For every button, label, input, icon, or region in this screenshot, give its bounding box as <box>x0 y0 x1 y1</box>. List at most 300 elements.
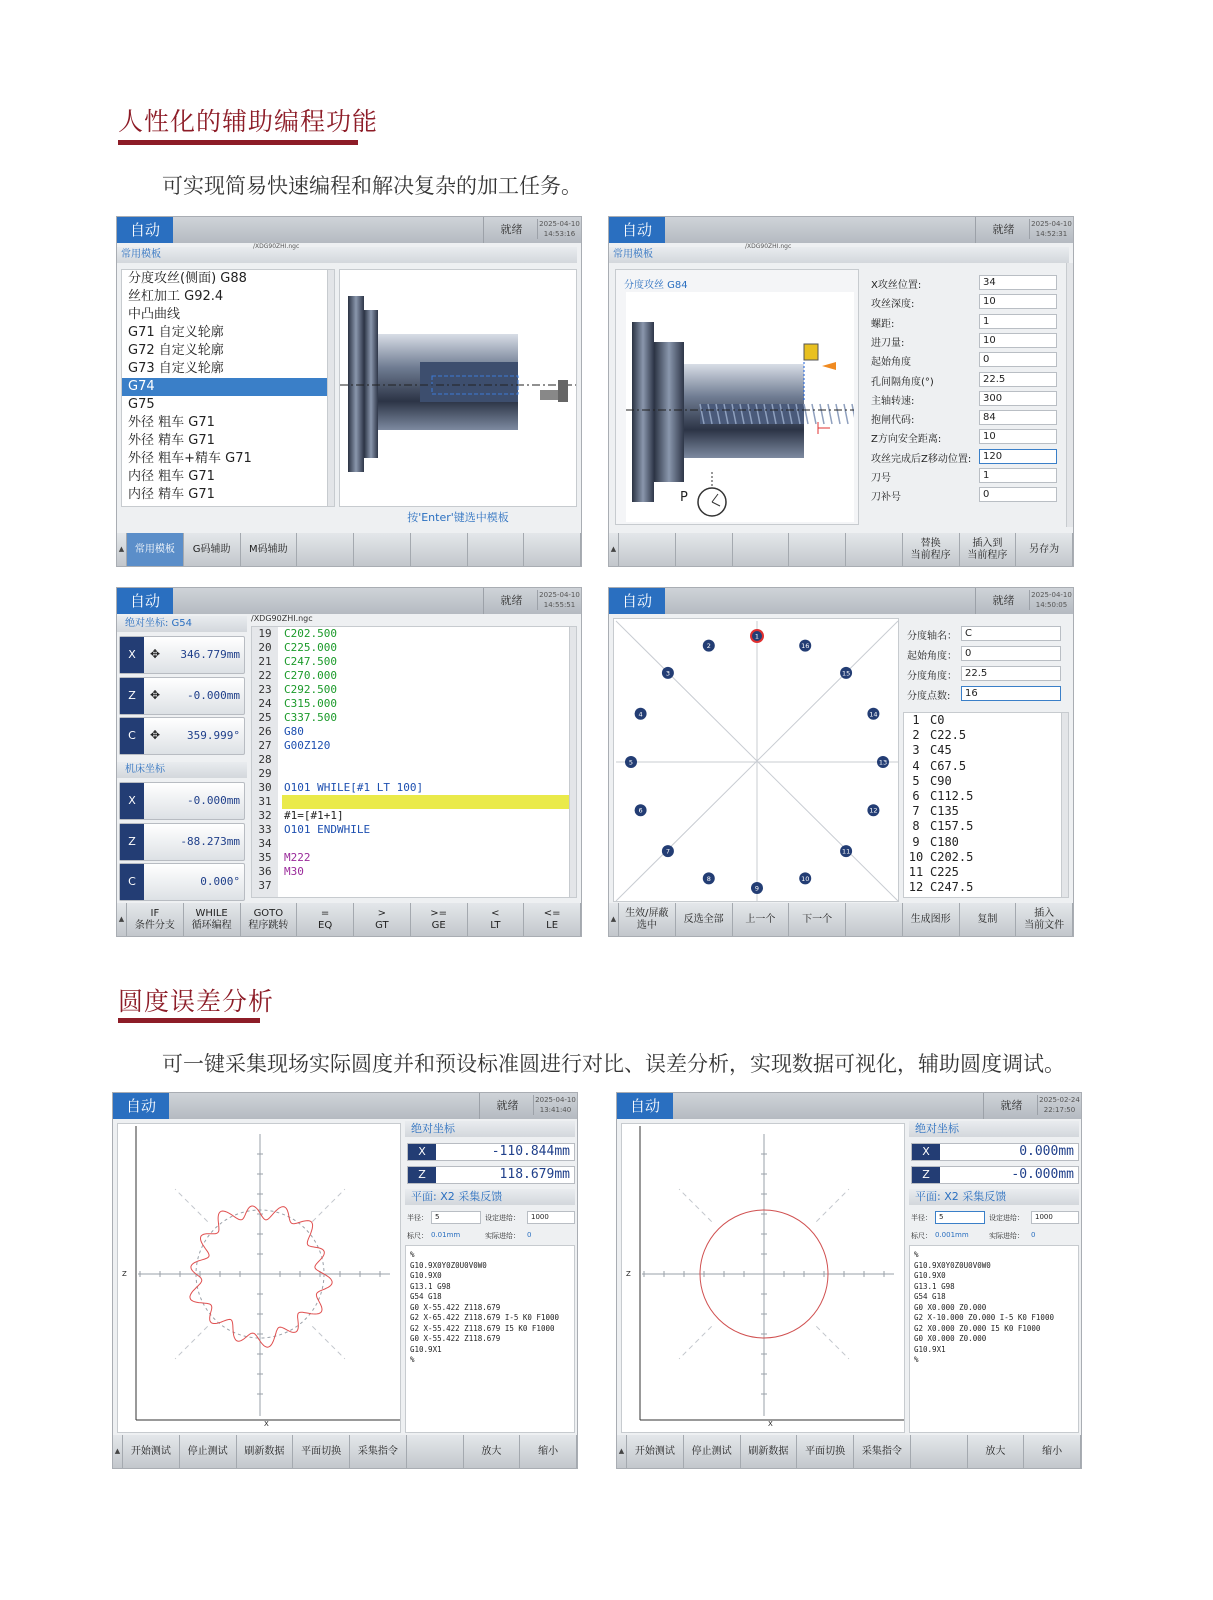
function-key-1[interactable]: 常用模板 <box>127 533 184 566</box>
indexing-row[interactable] <box>904 743 1060 758</box>
row-index: 8 <box>912 819 920 834</box>
indexing-point-4[interactable] <box>635 708 647 720</box>
code-line[interactable]: C315.000 <box>284 697 337 710</box>
code-line[interactable]: M30 <box>284 865 304 878</box>
actual-feed-value: 0 <box>527 1231 532 1239</box>
indexing-point-7[interactable] <box>662 845 674 857</box>
function-key-3[interactable]: 刷新数据 <box>741 1435 798 1468</box>
mode-indicator: 自动 <box>609 217 665 243</box>
program-line: G2 X-10.000 Z0.000 I-5 K0 F1000 <box>914 1313 1054 1322</box>
code-line[interactable]: C292.500 <box>284 683 337 696</box>
parameter-input[interactable]: 1 <box>979 468 1057 483</box>
target-icon: ✥ <box>150 647 161 661</box>
axis-readout-x <box>407 1143 575 1161</box>
parameter-input[interactable]: 120 <box>979 449 1057 464</box>
code-line[interactable]: G00Z120 <box>284 739 331 752</box>
row-index: 11 <box>908 864 924 879</box>
code-line[interactable]: O101 WHILE[#1 LT 100] <box>284 781 424 794</box>
function-key-1[interactable]: 开始测试 <box>627 1435 684 1468</box>
indexing-points-graphic <box>614 619 900 903</box>
program-lines <box>410 1250 559 1366</box>
function-key-6[interactable] <box>411 533 468 566</box>
mode-indicator: 自动 <box>117 217 173 243</box>
prev-page-icon[interactable]: ▲ <box>117 533 127 566</box>
scale-label: 标尺： <box>911 1232 932 1240</box>
axis-value: 118.679mm <box>499 1167 570 1182</box>
indexing-point-11[interactable] <box>840 845 852 857</box>
template-item[interactable]: G72 自定义轮廓 <box>128 343 224 358</box>
datetime-label <box>1029 590 1073 610</box>
indexing-point-12[interactable] <box>867 804 879 816</box>
prev-page-icon[interactable]: ▲ <box>609 903 619 936</box>
line-number: 32 <box>258 809 272 822</box>
function-key-sublabel: 选中 <box>636 919 657 931</box>
template-item[interactable]: 中凸曲线 <box>128 307 181 322</box>
program-lines <box>914 1250 1054 1366</box>
set-feed-label: 设定进给： <box>485 1214 520 1222</box>
code-line[interactable]: C247.500 <box>284 655 337 668</box>
indexing-items <box>904 713 1060 895</box>
title-bar <box>609 217 1073 243</box>
roundness-plot[interactable] <box>621 1123 905 1433</box>
function-key-7[interactable] <box>468 903 525 936</box>
function-key-sublabel: 程序跳转 <box>248 919 289 931</box>
function-key-7[interactable]: 放大 <box>464 1435 521 1468</box>
parameter-input[interactable]: 0 <box>979 487 1057 502</box>
parameter-input[interactable]: 10 <box>979 429 1057 444</box>
scale-value: 0.01mm <box>431 1231 461 1239</box>
indexing-point-3[interactable] <box>662 667 674 679</box>
function-key-7[interactable]: 放大 <box>968 1435 1025 1468</box>
row-angle: C22.5 <box>930 728 967 743</box>
mode-indicator: 自动 <box>617 1093 673 1119</box>
function-key-4[interactable] <box>789 903 846 936</box>
x-axis-label: X <box>768 1420 773 1428</box>
parameter-label: Z方向安全距离: <box>871 434 942 446</box>
form-scrollbar[interactable] <box>1066 263 1073 527</box>
indexing-result-list[interactable] <box>903 712 1069 898</box>
function-key-3[interactable] <box>733 533 790 566</box>
row-angle: C180 <box>930 834 959 849</box>
line-number: 29 <box>258 767 272 780</box>
p-label: P <box>680 490 688 505</box>
indexing-row[interactable] <box>904 728 1060 743</box>
lathe-preview-graphic <box>340 270 576 506</box>
datetime-label <box>537 590 581 610</box>
list-scrollbar[interactable] <box>1061 713 1068 897</box>
function-key-2[interactable] <box>184 903 241 936</box>
function-key-bar <box>609 903 1073 936</box>
diagonal-guide <box>312 1326 345 1359</box>
prev-page-icon[interactable]: ▲ <box>609 533 619 566</box>
row-index: 12 <box>908 880 924 895</box>
indexing-point-5[interactable] <box>625 756 637 768</box>
datetime-label <box>533 1095 577 1115</box>
function-key-5[interactable]: 采集指令 <box>854 1435 911 1468</box>
function-key-5[interactable]: 采集指令 <box>350 1435 407 1468</box>
indexing-point-label: 8 <box>706 874 711 883</box>
radius-input[interactable]: 5 <box>431 1211 481 1224</box>
row-index: 5 <box>912 773 920 788</box>
axis-name: Z <box>120 678 144 714</box>
row-angle: C67.5 <box>930 758 967 773</box>
section-underline <box>118 1018 260 1023</box>
template-item[interactable]: G73 自定义轮廓 <box>128 361 224 376</box>
tapping-preview-graphic <box>626 292 854 522</box>
axis-readout-z <box>911 1166 1079 1184</box>
indexing-row[interactable] <box>904 713 1060 728</box>
parameter-label: 刀补号 <box>871 492 901 504</box>
absolute-coordinate-header: 绝对坐标: G54 <box>117 616 247 632</box>
mode-indicator: 自动 <box>113 1093 169 1119</box>
axis-readout-c <box>119 717 245 755</box>
indexing-point-label: 12 <box>869 806 878 815</box>
function-key-label: 复制 <box>977 913 998 925</box>
function-key-2[interactable]: 停止测试 <box>684 1435 741 1468</box>
collection-program[interactable] <box>909 1245 1079 1433</box>
indexing-point-label: 13 <box>878 758 888 767</box>
z-axis-label: Z <box>626 1270 631 1278</box>
indexing-point-label: 2 <box>706 642 711 651</box>
parameter-input[interactable]: 300 <box>979 391 1057 406</box>
indexing-point-14[interactable] <box>867 708 879 720</box>
function-key-sublabel: 当前程序 <box>967 549 1008 561</box>
template-preview <box>339 269 577 507</box>
code-line[interactable]: M222 <box>284 851 311 864</box>
function-key-label: 插入到 <box>972 537 1003 549</box>
parameter-label: 主轴转速: <box>871 395 915 407</box>
template-items <box>122 270 328 504</box>
indexing-input[interactable]: 0 <box>961 646 1061 661</box>
status-label: 就绪 <box>483 217 539 243</box>
function-key-7[interactable] <box>960 903 1017 936</box>
function-key-7[interactable] <box>960 533 1017 566</box>
function-key-label: >= <box>430 907 447 919</box>
plane-header: 平面: X2 采集反馈 <box>909 1189 1079 1205</box>
function-key-3[interactable] <box>733 903 790 936</box>
axis-name: C <box>120 718 144 754</box>
line-number: 23 <box>258 683 272 696</box>
indexing-row[interactable] <box>904 850 1060 865</box>
function-key-7[interactable] <box>468 533 525 566</box>
preview-area <box>626 292 854 522</box>
function-key-label: 插入 <box>1034 907 1055 919</box>
indexing-row[interactable] <box>904 835 1060 850</box>
template-item[interactable]: 外径 粗车+精车 G71 <box>128 451 252 466</box>
program-line: G0 X0.000 Z0.000 <box>914 1302 987 1312</box>
scale-label: 标尺： <box>407 1232 428 1240</box>
row-index: 7 <box>912 804 920 819</box>
line-number: 28 <box>258 753 272 766</box>
time-text: 14:55:51 <box>543 601 576 609</box>
function-key-2[interactable] <box>676 903 733 936</box>
program-line: G2 X0.000 Z0.000 I5 K0 F1000 <box>914 1323 1041 1333</box>
code-line[interactable]: C270.000 <box>284 669 337 682</box>
parameter-label: 孔间隔角度(°) <box>871 376 934 388</box>
axis-value: 346.779mm <box>180 648 240 661</box>
parameter-input[interactable]: 1 <box>979 314 1057 329</box>
function-key-5[interactable] <box>846 903 903 936</box>
function-key-1[interactable]: 开始测试 <box>123 1435 180 1468</box>
function-key-6[interactable] <box>903 903 960 936</box>
status-label: 就绪 <box>975 588 1031 614</box>
machine-coordinate-header: 机床坐标 <box>117 762 247 778</box>
program-line: G0 X-55.422 Z118.679 <box>410 1334 501 1343</box>
program-line: % <box>914 1250 919 1259</box>
diagonal-guide <box>175 1189 208 1222</box>
indexing-point-label: 7 <box>665 847 670 856</box>
indexing-point-16[interactable] <box>799 640 811 652</box>
function-key-8[interactable]: 缩小 <box>1024 1435 1081 1468</box>
template-item[interactable]: G71 自定义轮廓 <box>128 325 224 340</box>
collection-program[interactable] <box>405 1245 575 1433</box>
indexing-point-2[interactable] <box>703 640 715 652</box>
indexing-row[interactable] <box>904 789 1060 804</box>
indexing-point-9[interactable] <box>751 882 763 894</box>
section-header: 常用模板 <box>117 247 577 263</box>
function-key-3[interactable]: 刷新数据 <box>237 1435 294 1468</box>
indexing-point-13[interactable] <box>877 756 889 768</box>
status-label: 就绪 <box>483 588 539 614</box>
list-scrollbar[interactable] <box>327 270 334 506</box>
axis-name: X <box>408 1144 436 1160</box>
function-key-8[interactable] <box>524 533 581 566</box>
function-key-1[interactable] <box>619 533 676 566</box>
indexing-row[interactable] <box>904 865 1060 880</box>
title-bar <box>113 1093 577 1119</box>
axis-name: Z <box>120 824 144 860</box>
time-text: 14:52:31 <box>1035 230 1068 238</box>
section-description-roundness: 可一键采集现场实际圆度并和预设标准圆进行对比、误差分析，实现数据可视化，辅助圆度调试。 <box>162 1052 1065 1076</box>
target-icon: ✥ <box>150 728 161 742</box>
row-index: 1 <box>912 713 920 727</box>
tapping-template-screen <box>608 216 1074 567</box>
program-line: G10.9X1 <box>914 1344 946 1354</box>
line-number: 30 <box>258 781 272 794</box>
indexing-graphic[interactable] <box>613 618 899 902</box>
code-line[interactable]: O101 ENDWHILE <box>284 823 371 836</box>
line-number: 20 <box>258 641 272 654</box>
prev-page-icon[interactable]: ▲ <box>117 903 127 936</box>
row-angle: C157.5 <box>930 819 974 834</box>
program-line: % <box>914 1355 919 1364</box>
indexing-row[interactable] <box>904 804 1060 819</box>
parameter-input[interactable]: 34 <box>979 275 1057 290</box>
macro-program-screen <box>116 587 582 937</box>
function-key-bar <box>617 1435 1081 1468</box>
function-key-label: > <box>377 907 387 919</box>
set-feed-input[interactable]: 1000 <box>1031 1211 1079 1224</box>
parameter-input[interactable]: 10 <box>979 294 1057 309</box>
editor-scrollbar[interactable] <box>569 627 576 897</box>
template-item[interactable]: 内径 精车 G71 <box>128 487 215 502</box>
function-key-4[interactable] <box>789 533 846 566</box>
function-key-6[interactable] <box>407 1435 464 1468</box>
indexing-point-8[interactable] <box>703 872 715 884</box>
function-key-5[interactable] <box>354 533 411 566</box>
indexing-point-label: 6 <box>638 806 643 815</box>
axis-value: -88.273mm <box>180 834 240 848</box>
program-line: G0 X-55.422 Z118.679 <box>410 1302 501 1312</box>
radius-input[interactable]: 5 <box>935 1211 985 1224</box>
function-key-label: 下一个 <box>802 913 833 925</box>
line-number: 35 <box>258 851 272 864</box>
function-key-3[interactable]: M码辅助 <box>241 533 298 566</box>
line-number: 31 <box>258 795 272 808</box>
template-item[interactable]: G75 <box>128 397 155 412</box>
parameter-input[interactable]: 0 <box>979 352 1057 367</box>
axis-readout-x <box>119 782 245 820</box>
axis-value: -0.000mm <box>1011 1167 1074 1182</box>
indexing-point-6[interactable] <box>635 804 647 816</box>
template-item[interactable]: 内径 粗车 G71 <box>128 469 215 484</box>
template-item[interactable]: G74 <box>122 378 328 396</box>
title-bar <box>117 217 581 243</box>
section-title-roundness: 圆度误差分析 <box>118 987 275 1016</box>
function-key-2[interactable]: G码辅助 <box>184 533 241 566</box>
diagonal-guide <box>816 1326 849 1359</box>
row-angle: C90 <box>930 773 952 788</box>
hint-text: 按'Enter'键选中模板 <box>407 511 509 524</box>
indexing-point-10[interactable] <box>799 872 811 884</box>
indexing-point-label: 14 <box>869 710 878 719</box>
function-key-4[interactable] <box>297 903 354 936</box>
function-key-bar <box>117 533 581 566</box>
line-number: 22 <box>258 669 272 682</box>
function-key-1[interactable] <box>619 903 676 936</box>
file-name: /XDG90ZHI.ngc <box>745 243 792 250</box>
indexing-point-label: 15 <box>841 669 851 678</box>
set-feed-label: 设定进给： <box>989 1214 1024 1222</box>
program-line: G10.9X0Y0Z0U0V0W0 <box>410 1260 487 1270</box>
line-number: 26 <box>258 725 272 738</box>
axis-readout-z <box>407 1166 575 1184</box>
axis-name: X <box>912 1144 940 1160</box>
datetime-label <box>1037 1095 1081 1115</box>
template-item[interactable]: 丝杠加工 G92.4 <box>128 289 224 304</box>
indexing-label: 分度轴名： <box>907 631 957 642</box>
function-key-3[interactable] <box>241 903 298 936</box>
indexing-point-1[interactable] <box>751 630 763 642</box>
row-angle: C45 <box>930 743 952 758</box>
indexing-point-label: 16 <box>801 642 810 651</box>
indexing-input[interactable]: C <box>961 626 1061 641</box>
function-key-2[interactable] <box>676 533 733 566</box>
diagonal-guide <box>816 1189 849 1222</box>
function-key-6[interactable] <box>411 903 468 936</box>
roundness-plot[interactable] <box>117 1123 401 1433</box>
prev-page-icon[interactable]: ▲ <box>113 1435 123 1468</box>
roundness-chart <box>118 1124 402 1434</box>
function-key-sublabel: GE <box>431 919 446 931</box>
time-text: 22:17:50 <box>1043 1106 1076 1114</box>
line-number: 21 <box>258 655 272 668</box>
axis-value: -0.000mm <box>187 794 240 807</box>
parameter-label: 抱闸代码: <box>871 415 915 427</box>
roundness-test-screen-ideal <box>616 1092 1082 1469</box>
program-line: % <box>410 1250 415 1259</box>
row-angle: C247.5 <box>930 880 974 895</box>
actual-feed-label: 实际进给： <box>989 1232 1024 1240</box>
function-key-1[interactable] <box>127 903 184 936</box>
axis-value: 359.999° <box>187 729 240 742</box>
function-key-4[interactable]: 平面切换 <box>293 1435 350 1468</box>
row-angle: C135 <box>930 804 959 819</box>
function-key-5[interactable] <box>354 903 411 936</box>
code-line[interactable]: C337.500 <box>284 711 337 724</box>
indexing-row[interactable] <box>904 774 1060 789</box>
program-line: G2 X-65.422 Z118.679 I-5 K0 F1000 <box>410 1313 560 1322</box>
function-key-label: < <box>491 907 500 919</box>
function-key-label: WHILE <box>195 907 228 919</box>
prev-page-icon[interactable]: ▲ <box>617 1435 627 1468</box>
function-key-sublabel: GT <box>375 919 389 931</box>
set-feed-input[interactable]: 1000 <box>527 1211 575 1224</box>
function-key-8[interactable] <box>1016 903 1073 936</box>
axis-readout-z <box>119 677 245 715</box>
function-key-4[interactable]: 平面切换 <box>797 1435 854 1468</box>
code-editor[interactable] <box>251 626 577 898</box>
actual-feed-value: 0 <box>1031 1231 1036 1239</box>
function-key-5[interactable] <box>846 533 903 566</box>
axis-name: C <box>120 864 144 900</box>
code-line[interactable]: #1=[#1+1] <box>284 809 344 822</box>
indexing-row[interactable] <box>904 819 1060 834</box>
line-number: 27 <box>258 739 272 752</box>
indexing-row[interactable] <box>904 759 1060 774</box>
indexing-point-15[interactable] <box>840 667 852 679</box>
parameter-label: 攻丝完成后Z移动位置: <box>871 453 972 465</box>
function-key-6[interactable] <box>911 1435 968 1468</box>
title-bar <box>609 588 1073 614</box>
template-item[interactable]: 分度攻丝(侧面) G88 <box>128 271 247 286</box>
indexing-point-label: 4 <box>638 710 643 719</box>
radius-label: 半径： <box>911 1214 932 1222</box>
parameter-input[interactable]: 10 <box>979 333 1057 348</box>
function-key-label: = <box>320 907 330 919</box>
axis-value: -0.000mm <box>187 688 240 702</box>
function-key-2[interactable]: 停止测试 <box>180 1435 237 1468</box>
function-key-8[interactable]: 缩小 <box>520 1435 577 1468</box>
function-key-4[interactable] <box>297 533 354 566</box>
function-key-bar <box>609 533 1073 566</box>
function-key-8[interactable] <box>524 903 581 936</box>
absolute-coordinate-header: 绝对坐标 <box>405 1121 575 1137</box>
measured-profile <box>190 1206 332 1347</box>
parameter-input[interactable]: 84 <box>979 410 1057 425</box>
template-list-screen <box>116 216 582 567</box>
row-angle: C225 <box>930 864 959 879</box>
function-key-label: 生效/屏蔽 <box>625 907 669 919</box>
parameter-input[interactable]: 22.5 <box>979 372 1057 387</box>
indexing-input[interactable]: 22.5 <box>961 666 1061 681</box>
indexing-pattern-screen <box>608 587 1074 937</box>
indexing-input[interactable]: 16 <box>961 686 1061 701</box>
code-line[interactable]: C225.000 <box>284 641 337 654</box>
function-key-8[interactable] <box>1016 533 1073 566</box>
template-item[interactable]: 外径 精车 G71 <box>128 433 215 448</box>
function-key-6[interactable] <box>903 533 960 566</box>
diagonal-guide <box>175 1326 208 1359</box>
code-line[interactable]: C202.500 <box>284 627 337 640</box>
template-list[interactable] <box>121 269 335 507</box>
code-line[interactable]: G80 <box>284 725 304 738</box>
indexing-row[interactable] <box>904 880 1060 895</box>
status-label: 就绪 <box>983 1093 1039 1119</box>
row-index: 10 <box>908 849 924 864</box>
template-item[interactable]: 外径 粗车 G71 <box>128 415 215 430</box>
row-index: 4 <box>912 758 920 773</box>
